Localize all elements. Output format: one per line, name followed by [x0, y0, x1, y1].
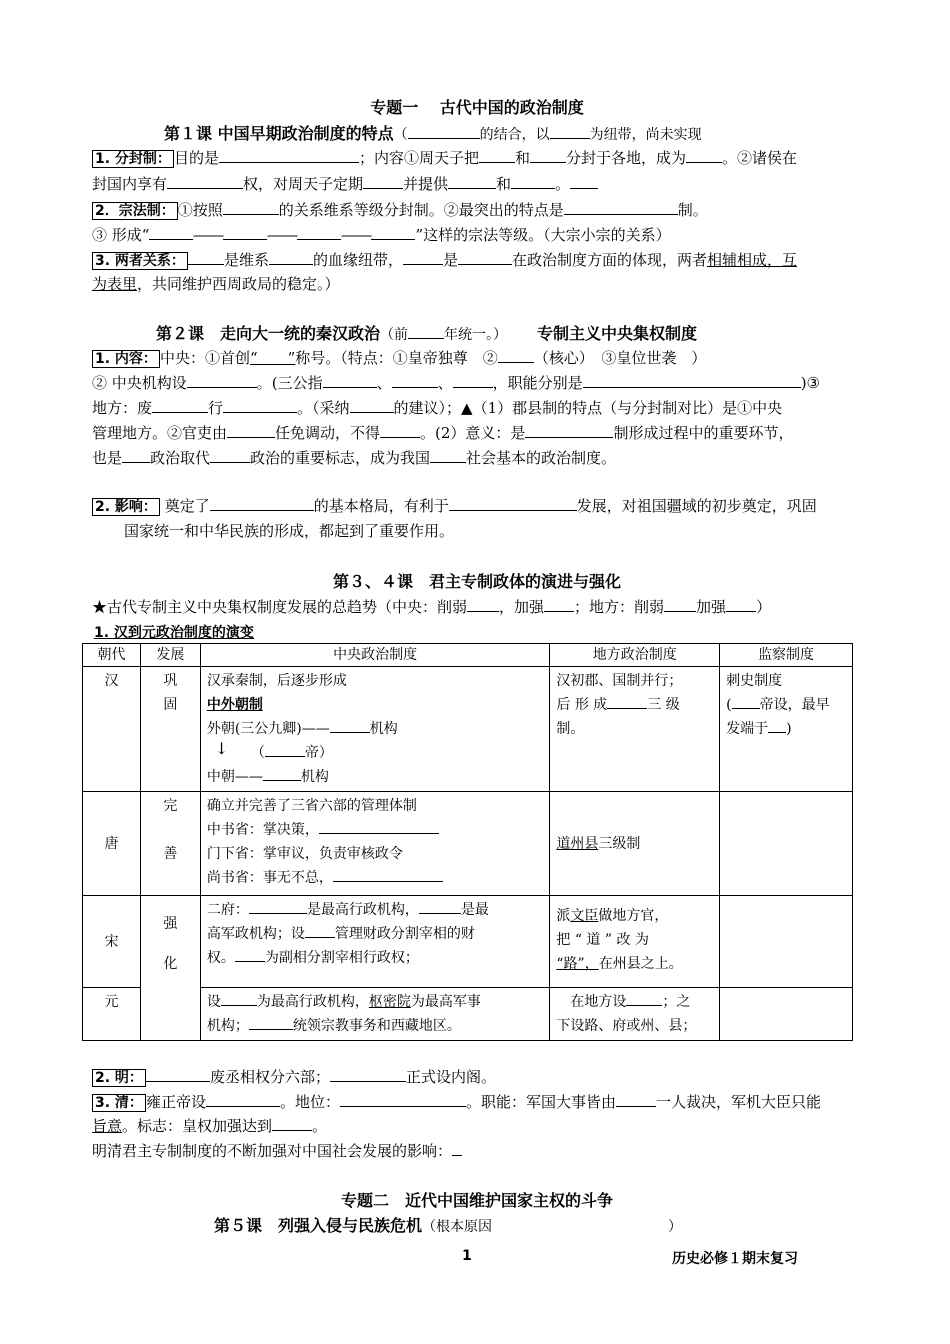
fengjian-line2: 封国内享有 权，对周天子定期 并提供 和 。: [92, 174, 862, 194]
lesson2-title-line: 第２课 走向大一统的秦汉政治（前 年统一。） 专制主义中央集权制度: [156, 324, 698, 343]
supervision-cell: 刺史制度 ( 帝设，最早 发端于 ): [720, 667, 853, 792]
qing-label: 3. 清：: [92, 1094, 146, 1112]
neirong-line5: 也是 政治取代 政治的重要标志，成为我国 社会基本的政治制度。: [92, 449, 617, 467]
table-header: 发展: [140, 644, 200, 667]
lesson1-title: 第１课 中国早期政治制度的特点: [164, 124, 394, 143]
document-footer-title: 历史必修１期末复习: [672, 1251, 798, 1267]
lesson5-title: 第５课 列强入侵与民族危机: [214, 1216, 423, 1235]
qing-line1: 3. 清： 雍正帝设 。地位： 。职能：军国大事皆由 一人裁决，军机大臣只能: [92, 1092, 862, 1113]
supervision-cell: [720, 988, 853, 1041]
development-cell: 完 善: [140, 792, 200, 896]
evolution-table: [82, 643, 853, 1041]
neirong-line1: 1. 内容： 中央：①首创“ ”称号。（特点：①皇帝独尊 ② （核心） ③皇位世袭 ）: [92, 348, 862, 369]
yingxiang-label: 2. 影响：: [92, 498, 160, 516]
development-cell: 巩 固: [140, 667, 200, 792]
local-cell: 派文臣做地方官， 把 “ 道 ” 改 为 “路”，在州县之上。: [550, 896, 720, 988]
liangzhe-label: 3. 两者关系：: [92, 252, 188, 270]
blank: [408, 124, 480, 139]
evo-label: 1. 汉到元政治制度的演变: [94, 625, 254, 641]
fengjian-line1: 1. 分封制： 目的是 ；内容①周天子把 和 分封于各地，成为 。②诸侯在: [92, 148, 862, 169]
trend-line: ★古代专制主义中央集权制度发展的总趋势（中央：削弱 ，加强 ；地方：削弱 加强 ）: [92, 598, 772, 616]
ming-label: 2. 明：: [92, 1069, 146, 1087]
fengjian-label: 1. 分封制：: [92, 150, 174, 168]
supervision-cell: [720, 792, 853, 896]
dynasty-cell: 唐: [83, 792, 141, 896]
lesson2-title2: 专制主义中央集权制度: [537, 324, 698, 343]
ming-line: 2. 明： 废丞相权分六部； 正式设内阁。: [92, 1067, 862, 1088]
table-row-song: [83, 896, 853, 988]
zongfa-label: 2．宗法制：: [92, 202, 178, 220]
evo-label-line: [92, 622, 862, 643]
lesson1-title-line: 第１课 中国早期政治制度的特点（ 的结合，以 为纽带，尚未实现: [164, 124, 702, 143]
lesson34-title: 第３、４课 君主专制政体的演进与强化: [332, 572, 621, 591]
zongfa-line1: 2．宗法制： ①按照 的关系维系等级分封制。②最突出的特点是 制。: [92, 200, 862, 221]
lesson5-title-line: 第５课 列强入侵与民族危机（根本原因 ）: [214, 1216, 683, 1235]
lesson2-title: 第２课 走向大一统的秦汉政治: [156, 324, 381, 343]
local-cell: 道州县三级制: [550, 792, 720, 896]
table-header: 地方政治制度: [550, 644, 720, 667]
yingxiang-line1: 2. 影响： 奠定了 的基本格局，有利于 发展，对祖国疆域的初步奠定，巩固: [92, 496, 862, 517]
dynasty-cell: 元: [83, 988, 141, 1041]
yingxiang-line2: 国家统一和中华民族的形成，都起到了重要作用。: [124, 522, 455, 540]
impact-line: 明清君主专制制度的不断加强对中国社会发展的影响：: [92, 1141, 862, 1161]
blank: [550, 124, 590, 139]
supervision-cell: [720, 896, 853, 988]
table-header: 朝代: [83, 644, 141, 667]
down-arrow-icon: ↓: [214, 739, 229, 758]
zongfa-line2: ③ 形成“ ―― ―― ―― ”这样的宗法等级。（大宗小宗的关系）: [92, 226, 671, 244]
neirong-line3: 地方：废 行 。（采纳 的建议）；▲（1）郡县制的特点（与分封制对比）是①中央: [92, 399, 783, 417]
liangzhe-line1: 3. 两者关系： 是维系 的血缘纽带， 是 在政治制度方面的体现，两者相辅相成，互: [92, 250, 862, 271]
dynasty-cell: 宋: [83, 896, 141, 988]
neirong-line2: ② 中央机构设 。(三公指 、 、 ，职能分别是 )③: [92, 374, 820, 392]
dynasty-cell: 汉: [83, 667, 141, 792]
local-cell: 汉初郡、国制并行； 后 形 成 三 级 制。: [550, 667, 720, 792]
local-cell: 在地方设 ；之 下设路、府或州、县；: [550, 988, 720, 1041]
table-row-han: [83, 667, 853, 792]
topic1-title: 专题一 古代中国的政治制度: [370, 98, 584, 117]
qing-line2: 旨意。标志：皇权加强达到 。: [92, 1117, 328, 1135]
central-cell: 汉承秦制，后逐步形成 中外朝制 外朝(三公九卿)—— 机构 ↓ （ 帝） 中朝—— 机构: [200, 667, 550, 792]
development-cell: 强 化: [140, 896, 200, 1041]
liangzhe-line2: 为表里，共同维护西周政局的稳定。）: [92, 275, 340, 293]
topic2-title: 专题二 近代中国维护国家主权的斗争: [340, 1191, 613, 1210]
central-cell: 二府： 是最高行政机构， 是最 高军政机构；设 管理财政分割宰相的财 权。 为副相分割宰相行政权；: [200, 896, 550, 988]
table-header: 监察制度: [720, 644, 853, 667]
table-header: 中央政治制度: [200, 644, 550, 667]
central-cell: 确立并完善了三省六部的管理体制 中书省：掌决策， 门下省：掌审议，负责审核政令 尚书省：事无不总，: [200, 792, 550, 896]
table-header-row: [83, 644, 853, 667]
page-number: 1: [462, 1248, 472, 1264]
table-row-tang: [83, 792, 853, 896]
neirong-label: 1. 内容：: [92, 350, 160, 368]
neirong-line4: 管理地方。②官吏由 任免调动，不得 。(2）意义：是 制形成过程中的重要环节，: [92, 424, 794, 442]
central-cell: 设 为最高行政机构，枢密院为最高军事 机构； 统领宗教事务和西藏地区。: [200, 988, 550, 1041]
